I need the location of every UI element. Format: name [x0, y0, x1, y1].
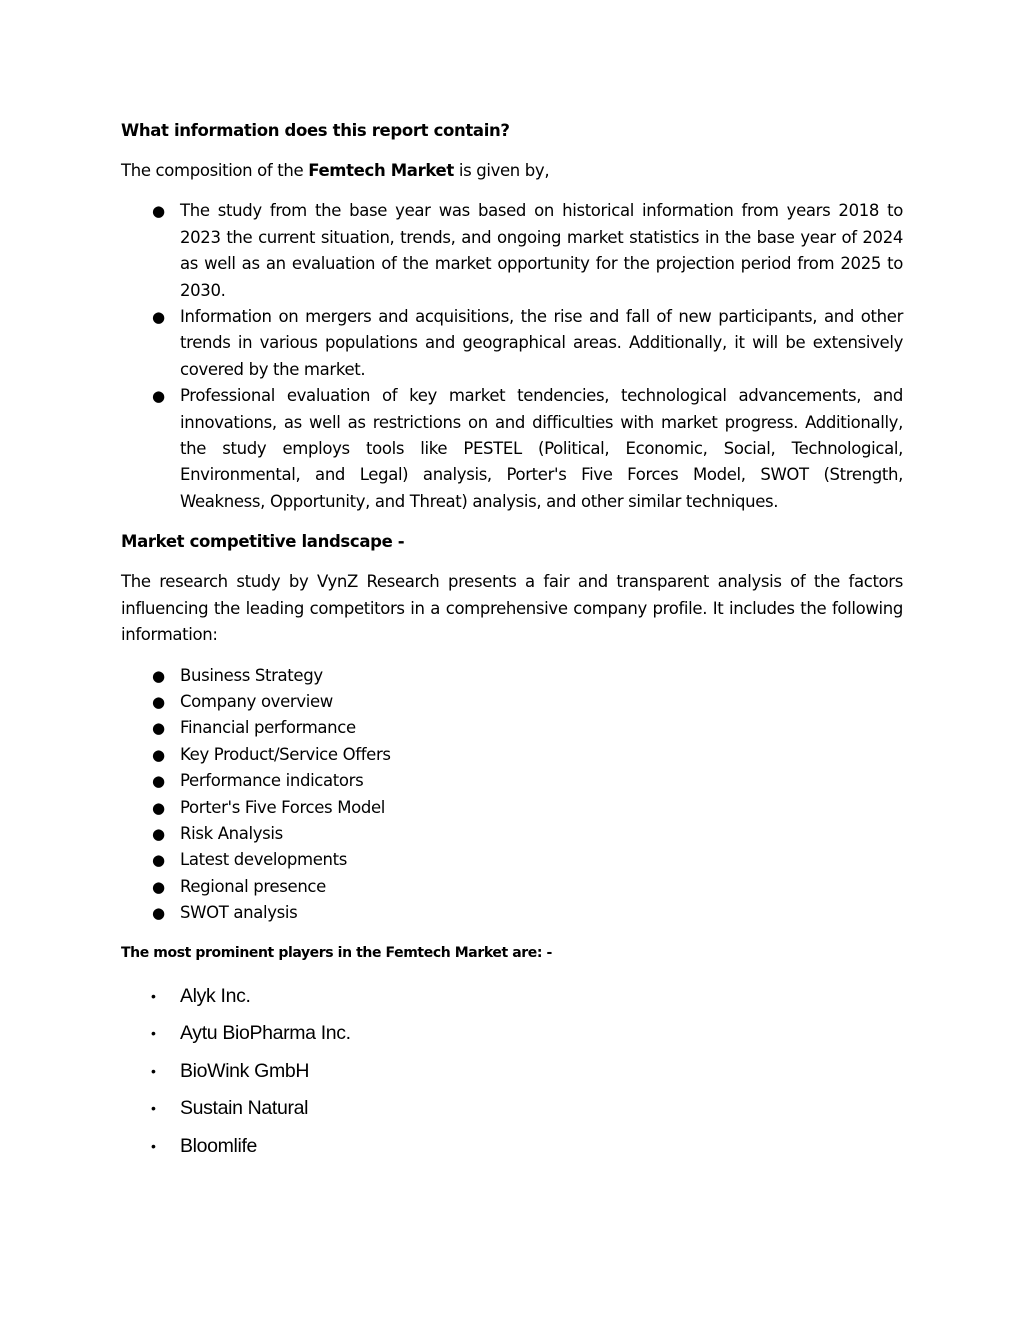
market-name: Femtech Market: [308, 161, 454, 180]
list-item: [121, 663, 903, 689]
intro-suffix: is given by,: [453, 161, 550, 180]
list-item: [121, 900, 903, 926]
list-item-text: Performance indicators: [180, 771, 364, 791]
list-item-text: Professional evaluation of key market tendencies, technological advancements, and innovations, as well as restrictions on and difficulties with market progress. Additionally, the study employs tools like PESTEL (Political, Economic, Social, Technological, Environmental, and Legal) analysis, Porter's Five Forces Model, SWOT (Strength, Weakness, Opportunity, and Threat) analysis, and other similar techniques.: [180, 386, 903, 511]
bullet-icon: ●: [152, 719, 165, 738]
player-name: Aytu BioPharma Inc.: [180, 1022, 351, 1045]
section-heading-competitive-landscape: Market competitive landscape -: [121, 532, 405, 552]
document-page: [121, 118, 903, 1171]
list-item: [121, 742, 903, 768]
bullet-icon: ●: [152, 387, 165, 406]
report-contents-list: [121, 198, 903, 515]
list-item-text: Latest developments: [180, 850, 348, 870]
list-item-text: Risk Analysis: [180, 823, 283, 843]
player-item: [121, 1058, 903, 1096]
player-item: [121, 1095, 903, 1133]
company-profile-list: [121, 663, 903, 927]
bullet-icon: •: [151, 987, 156, 1004]
list-item: [121, 795, 903, 821]
bullet-icon: ●: [152, 308, 165, 327]
competitive-landscape-paragraph: The research study by VynZ Research presents a fair and transparent analysis of the factors influencing the leading competitors in a comprehensive company profile. It includes the following information:: [121, 572, 903, 645]
bullet-icon: ●: [152, 202, 165, 221]
list-item-text: Porter's Five Forces Model: [180, 797, 385, 817]
bullet-icon: •: [151, 1100, 156, 1117]
list-item: [121, 768, 903, 794]
bullet-icon: •: [151, 1137, 156, 1154]
list-item: [121, 383, 903, 515]
list-item-text: The study from the base year was based on historical information from years 2018 to 2023 the current situation, trends, and ongoing market statistics in the base year of 2024 as well as an evaluation of the market opportunity for the projection period from 2025 to 2030.: [180, 201, 903, 300]
intro-prefix: The composition of the: [121, 161, 309, 180]
bullet-icon: ●: [152, 692, 165, 711]
list-item-text: Regional presence: [180, 876, 326, 896]
list-item: [121, 689, 903, 715]
list-item-text: SWOT analysis: [180, 903, 298, 923]
list-item-text: Financial performance: [180, 718, 356, 738]
bullet-icon: •: [151, 1062, 156, 1079]
list-item: [121, 304, 903, 383]
bullet-icon: ●: [152, 904, 165, 923]
bullet-icon: •: [151, 1025, 156, 1042]
bullet-icon: ●: [152, 745, 165, 764]
list-item: [121, 874, 903, 900]
list-item: [121, 821, 903, 847]
section-heading-prominent-players: The most prominent players in the Femtech Market are: -: [121, 944, 552, 961]
player-item: [121, 1133, 903, 1171]
bullet-icon: ●: [152, 824, 165, 843]
player-name: Sustain Natural: [180, 1097, 309, 1120]
list-item: [121, 847, 903, 873]
player-name: BioWink GmbH: [180, 1059, 310, 1082]
list-item-text: Key Product/Service Offers: [180, 744, 391, 764]
list-item-text: Information on mergers and acquisitions, the rise and fall of new participants, and other trends in various populations and geographical areas. Additionally, it will be extensively covered by the market.: [180, 307, 903, 379]
bullet-icon: ●: [152, 772, 165, 791]
intro-paragraph: [121, 158, 903, 184]
list-item-text: Business Strategy: [180, 665, 323, 685]
bullet-icon: ●: [152, 851, 165, 870]
section-heading-report-contents: What information does this report contain?: [121, 121, 510, 140]
bullet-icon: ●: [152, 877, 165, 896]
list-item: [121, 715, 903, 741]
bullet-icon: ●: [152, 666, 165, 685]
player-name: Alyk Inc.: [180, 984, 251, 1007]
player-name: Bloomlife: [180, 1134, 258, 1157]
player-item: [121, 1020, 903, 1058]
bullet-icon: ●: [152, 798, 165, 817]
list-item-text: Company overview: [180, 691, 333, 711]
prominent-players-list: [121, 983, 903, 1171]
player-item: [121, 983, 903, 1021]
list-item: [121, 198, 903, 304]
